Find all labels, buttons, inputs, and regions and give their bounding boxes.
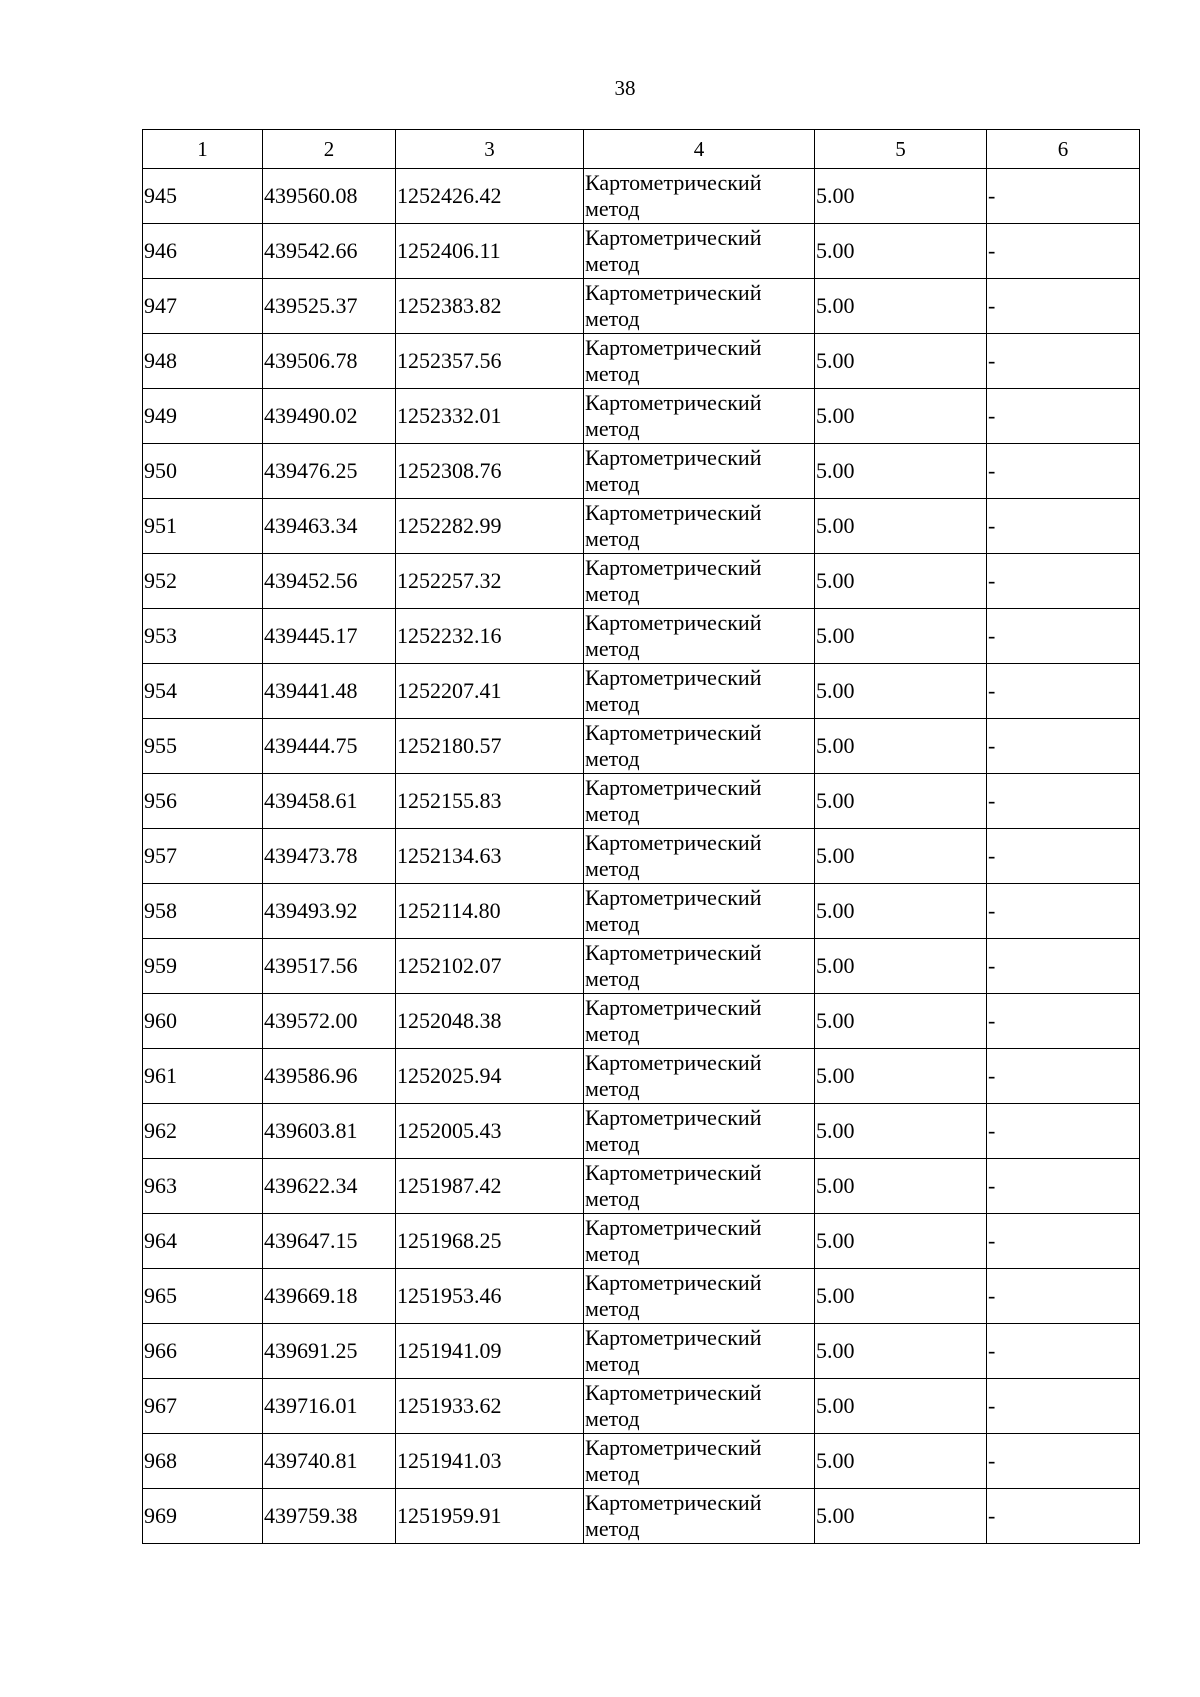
method-line: метод [585,1461,640,1486]
x-coordinate-cell: 439517.56 [263,939,396,994]
note-cell: - [987,279,1140,334]
note-cell: - [987,499,1140,554]
accuracy-cell: 5.00 [815,389,987,444]
method-line: метод [585,911,640,936]
note-cell: - [987,1489,1140,1544]
x-coordinate-cell: 439542.66 [263,224,396,279]
x-coordinate-cell: 439716.01 [263,1379,396,1434]
table-row [143,334,1140,389]
accuracy-cell: 5.00 [815,444,987,499]
method-line: метод [585,1186,640,1211]
accuracy-cell: 5.00 [815,1159,987,1214]
method-line: Картометрический [585,885,762,910]
method-line: Картометрический [585,1050,762,1075]
point-number-cell: 967 [143,1379,263,1434]
x-coordinate-cell: 439622.34 [263,1159,396,1214]
method-line: метод [585,1076,640,1101]
table-row [143,774,1140,829]
x-coordinate-cell: 439525.37 [263,279,396,334]
accuracy-cell: 5.00 [815,1489,987,1544]
y-coordinate-cell: 1252048.38 [396,994,584,1049]
coordinates-table [142,129,1140,1544]
x-coordinate-cell: 439452.56 [263,554,396,609]
accuracy-cell: 5.00 [815,664,987,719]
method-line: Картометрический [585,1380,762,1405]
method-cell [584,1104,815,1159]
x-coordinate-cell: 439458.61 [263,774,396,829]
method-cell [584,829,815,884]
accuracy-cell: 5.00 [815,1049,987,1104]
method-line: Картометрический [585,1215,762,1240]
point-number-cell: 948 [143,334,263,389]
note-cell: - [987,994,1140,1049]
table-row [143,224,1140,279]
method-line: Картометрический [585,720,762,745]
point-number-cell: 951 [143,499,263,554]
y-coordinate-cell: 1252308.76 [396,444,584,499]
table-body [143,169,1140,1544]
accuracy-cell: 5.00 [815,169,987,224]
header-row [143,130,1140,169]
point-number-cell: 959 [143,939,263,994]
column-header: 6 [987,130,1140,169]
point-number-cell: 958 [143,884,263,939]
note-cell: - [987,609,1140,664]
method-cell [584,664,815,719]
x-coordinate-cell: 439669.18 [263,1269,396,1324]
point-number-cell: 945 [143,169,263,224]
point-number-cell: 964 [143,1214,263,1269]
method-cell [584,719,815,774]
x-coordinate-cell: 439691.25 [263,1324,396,1379]
x-coordinate-cell: 439506.78 [263,334,396,389]
method-line: Картометрический [585,335,762,360]
y-coordinate-cell: 1252102.07 [396,939,584,994]
table-row [143,554,1140,609]
y-coordinate-cell: 1251968.25 [396,1214,584,1269]
y-coordinate-cell: 1252282.99 [396,499,584,554]
accuracy-cell: 5.00 [815,1324,987,1379]
accuracy-cell: 5.00 [815,994,987,1049]
y-coordinate-cell: 1252134.63 [396,829,584,884]
x-coordinate-cell: 439647.15 [263,1214,396,1269]
method-line: метод [585,1406,640,1431]
column-header: 2 [263,130,396,169]
table-row [143,1049,1140,1104]
y-coordinate-cell: 1252383.82 [396,279,584,334]
table-row [143,169,1140,224]
y-coordinate-cell: 1251953.46 [396,1269,584,1324]
x-coordinate-cell: 439586.96 [263,1049,396,1104]
page-number: 38 [614,76,636,100]
point-number-cell: 965 [143,1269,263,1324]
method-line: Картометрический [585,170,762,195]
point-number-cell: 947 [143,279,263,334]
y-coordinate-cell: 1252426.42 [396,169,584,224]
method-cell [584,1159,815,1214]
table-row [143,1324,1140,1379]
table-row [143,1159,1140,1214]
x-coordinate-cell: 439603.81 [263,1104,396,1159]
method-line: Картометрический [585,940,762,965]
method-cell [584,224,815,279]
method-line: Картометрический [585,500,762,525]
note-cell: - [987,1269,1140,1324]
table-row [143,1434,1140,1489]
accuracy-cell: 5.00 [815,719,987,774]
y-coordinate-cell: 1252232.16 [396,609,584,664]
method-cell [584,554,815,609]
note-cell: - [987,1104,1140,1159]
accuracy-cell: 5.00 [815,224,987,279]
table-row [143,609,1140,664]
note-cell: - [987,939,1140,994]
x-coordinate-cell: 439444.75 [263,719,396,774]
accuracy-cell: 5.00 [815,1104,987,1159]
x-coordinate-cell: 439473.78 [263,829,396,884]
point-number-cell: 954 [143,664,263,719]
y-coordinate-cell: 1252180.57 [396,719,584,774]
note-cell: - [987,884,1140,939]
y-coordinate-cell: 1252005.43 [396,1104,584,1159]
accuracy-cell: 5.00 [815,1379,987,1434]
y-coordinate-cell: 1251987.42 [396,1159,584,1214]
point-number-cell: 957 [143,829,263,884]
table-row [143,664,1140,719]
table-row [143,719,1140,774]
method-cell [584,609,815,664]
table-row [143,1214,1140,1269]
method-line: метод [585,1021,640,1046]
note-cell: - [987,829,1140,884]
method-cell [584,1489,815,1544]
method-line: Картометрический [585,1435,762,1460]
method-line: Картометрический [585,995,762,1020]
note-cell: - [987,774,1140,829]
method-cell [584,1269,815,1324]
method-line: Картометрический [585,1160,762,1185]
table-row [143,1269,1140,1324]
method-cell [584,444,815,499]
method-cell [584,1379,815,1434]
method-cell [584,939,815,994]
method-cell [584,334,815,389]
x-coordinate-cell: 439490.02 [263,389,396,444]
y-coordinate-cell: 1251941.03 [396,1434,584,1489]
method-line: метод [585,1296,640,1321]
method-cell [584,1049,815,1104]
method-line: метод [585,526,640,551]
accuracy-cell: 5.00 [815,1214,987,1269]
x-coordinate-cell: 439740.81 [263,1434,396,1489]
method-line: метод [585,251,640,276]
y-coordinate-cell: 1252155.83 [396,774,584,829]
accuracy-cell: 5.00 [815,829,987,884]
method-cell [584,279,815,334]
point-number-cell: 961 [143,1049,263,1104]
table-row [143,1379,1140,1434]
method-line: Картометрический [585,830,762,855]
table-row [143,994,1140,1049]
note-cell: - [987,1214,1140,1269]
method-cell [584,1214,815,1269]
method-line: Картометрический [585,1270,762,1295]
method-line: Картометрический [585,225,762,250]
accuracy-cell: 5.00 [815,884,987,939]
accuracy-cell: 5.00 [815,499,987,554]
note-cell: - [987,554,1140,609]
accuracy-cell: 5.00 [815,334,987,389]
method-line: Картометрический [585,665,762,690]
method-cell [584,169,815,224]
method-line: метод [585,801,640,826]
point-number-cell: 968 [143,1434,263,1489]
accuracy-cell: 5.00 [815,279,987,334]
method-cell [584,1324,815,1379]
y-coordinate-cell: 1252257.32 [396,554,584,609]
x-coordinate-cell: 439493.92 [263,884,396,939]
point-number-cell: 962 [143,1104,263,1159]
note-cell: - [987,389,1140,444]
accuracy-cell: 5.00 [815,939,987,994]
method-line: метод [585,966,640,991]
table-row [143,829,1140,884]
column-header: 3 [396,130,584,169]
accuracy-cell: 5.00 [815,554,987,609]
table-header [143,130,1140,169]
note-cell: - [987,664,1140,719]
y-coordinate-cell: 1252357.56 [396,334,584,389]
note-cell: - [987,1324,1140,1379]
point-number-cell: 963 [143,1159,263,1214]
note-cell: - [987,1159,1140,1214]
x-coordinate-cell: 439572.00 [263,994,396,1049]
accuracy-cell: 5.00 [815,609,987,664]
table-row [143,1489,1140,1544]
point-number-cell: 960 [143,994,263,1049]
method-line: Картометрический [585,1105,762,1130]
y-coordinate-cell: 1252207.41 [396,664,584,719]
x-coordinate-cell: 439441.48 [263,664,396,719]
point-number-cell: 950 [143,444,263,499]
method-cell [584,994,815,1049]
accuracy-cell: 5.00 [815,774,987,829]
note-cell: - [987,1434,1140,1489]
method-cell [584,1434,815,1489]
point-number-cell: 966 [143,1324,263,1379]
table-row [143,1104,1140,1159]
table-row [143,499,1140,554]
y-coordinate-cell: 1251933.62 [396,1379,584,1434]
table-row [143,389,1140,444]
y-coordinate-cell: 1252114.80 [396,884,584,939]
x-coordinate-cell: 439759.38 [263,1489,396,1544]
y-coordinate-cell: 1252406.11 [396,224,584,279]
method-line: Картометрический [585,775,762,800]
method-line: метод [585,1131,640,1156]
note-cell: - [987,169,1140,224]
method-line: Картометрический [585,445,762,470]
x-coordinate-cell: 439445.17 [263,609,396,664]
method-line: Картометрический [585,1325,762,1350]
y-coordinate-cell: 1252025.94 [396,1049,584,1104]
method-line: метод [585,306,640,331]
method-line: Картометрический [585,390,762,415]
column-header: 1 [143,130,263,169]
method-line: метод [585,471,640,496]
point-number-cell: 956 [143,774,263,829]
method-line: метод [585,1351,640,1376]
method-line: метод [585,416,640,441]
x-coordinate-cell: 439476.25 [263,444,396,499]
method-line: Картометрический [585,555,762,580]
method-cell [584,499,815,554]
table-row [143,939,1140,994]
method-line: метод [585,691,640,716]
point-number-cell: 949 [143,389,263,444]
method-line: метод [585,196,640,221]
method-line: метод [585,361,640,386]
note-cell: - [987,1379,1140,1434]
accuracy-cell: 5.00 [815,1434,987,1489]
y-coordinate-cell: 1251959.91 [396,1489,584,1544]
table-row [143,279,1140,334]
method-line: метод [585,746,640,771]
point-number-cell: 946 [143,224,263,279]
method-line: метод [585,636,640,661]
method-cell [584,884,815,939]
method-line: Картометрический [585,280,762,305]
column-header: 4 [584,130,815,169]
method-line: метод [585,1516,640,1541]
method-line: метод [585,581,640,606]
method-line: метод [585,856,640,881]
column-header: 5 [815,130,987,169]
point-number-cell: 952 [143,554,263,609]
note-cell: - [987,444,1140,499]
y-coordinate-cell: 1252332.01 [396,389,584,444]
table-row [143,884,1140,939]
note-cell: - [987,1049,1140,1104]
point-number-cell: 955 [143,719,263,774]
x-coordinate-cell: 439463.34 [263,499,396,554]
accuracy-cell: 5.00 [815,1269,987,1324]
note-cell: - [987,719,1140,774]
method-line: Картометрический [585,1490,762,1515]
note-cell: - [987,334,1140,389]
method-cell [584,774,815,829]
table-row [143,444,1140,499]
method-cell [584,389,815,444]
point-number-cell: 953 [143,609,263,664]
method-line: метод [585,1241,640,1266]
point-number-cell: 969 [143,1489,263,1544]
x-coordinate-cell: 439560.08 [263,169,396,224]
method-line: Картометрический [585,610,762,635]
y-coordinate-cell: 1251941.09 [396,1324,584,1379]
note-cell: - [987,224,1140,279]
